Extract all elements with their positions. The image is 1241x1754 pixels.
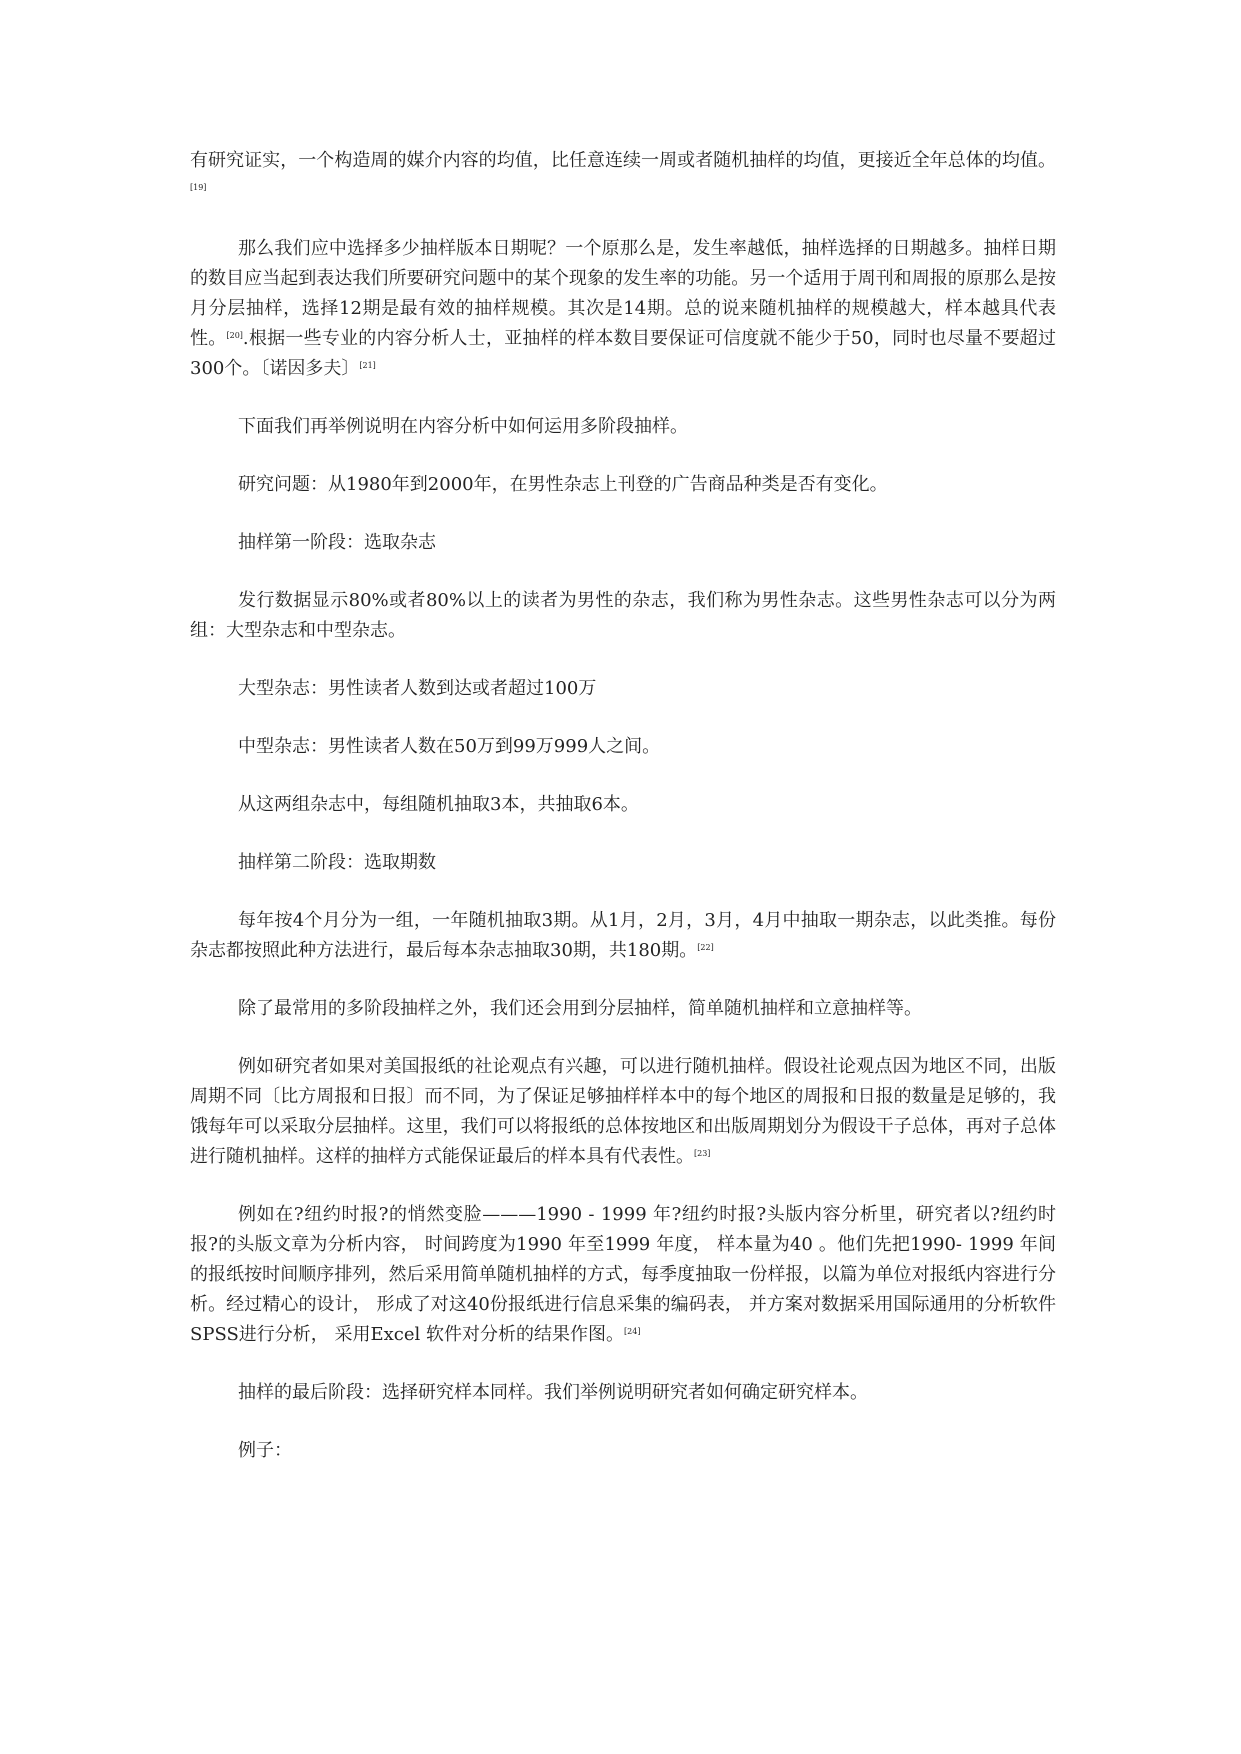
- paragraph: [190, 732, 1056, 762]
- paragraph: [190, 1052, 1056, 1172]
- citation-ref: [23]: [694, 1149, 711, 1158]
- paragraph-text: 抽样的最后阶段：选择研究样本同样。我们举例说明研究者如何确定研究样本。: [238, 1382, 868, 1403]
- citation-ref: [19]: [190, 183, 207, 192]
- paragraph: [190, 994, 1056, 1024]
- paragraph-text: 例如在?纽约时报?的悄然变脸———1990 - 1999 年?纽约时报?头版内容分析里，研究者以?纽约时报?的头版文章为分析内容， 时间跨度为1990 年至1999 年度， 样本量为40 。他们先把1990- 1999 年间的报纸按时间顺序排列，然后采用简单随机抽样的方式，每季度抽取一份样报，以篇为单位对报纸内容进行分析。经过精心的设计， 形成了对这40份报纸进行信息采集的编码表， 并方案对数据采用国际通用的分析软件SPSS进行分析， 采用Excel 软件对分析的结果作图。: [190, 1204, 1056, 1345]
- citation-ref: [21]: [359, 361, 376, 370]
- paragraph-text: 例子：: [238, 1440, 292, 1461]
- paragraph: [190, 790, 1056, 820]
- document-page: [190, 146, 1056, 1466]
- paragraph: [190, 674, 1056, 704]
- paragraph: [190, 1200, 1056, 1350]
- paragraph-text: .根据一些专业的内容分析人士，亚抽样的样本数目要保证可信度就不能少于50，同时也尽量不要超过300个。〔诺因多夫〕: [190, 328, 1057, 379]
- paragraph-text: 研究问题：从1980年到2000年，在男性杂志上刊登的广告商品种类是否有变化。: [238, 474, 888, 495]
- paragraph-text: 从这两组杂志中，每组随机抽取3本，共抽取6本。: [238, 794, 639, 815]
- citation-ref: [22]: [697, 943, 714, 952]
- paragraph: [190, 470, 1056, 500]
- paragraph-text: 每年按4个月分为一组，一年随机抽取3期。从1月，2月，3月，4月中抽取一期杂志，以此类推。每份杂志都按照此种方法进行，最后每本杂志抽取30期，共180期。: [190, 910, 1056, 961]
- paragraph: [190, 528, 1056, 558]
- paragraph: [190, 906, 1056, 966]
- paragraph-text: 例如研究者如果对美国报纸的社论观点有兴趣，可以进行随机抽样。假设社论观点因为地区不同，出版周期不同〔比方周报和日报〕而不同，为了保证足够抽样样本中的每个地区的周报和日报的数量是足够的，我饿每年可以采取分层抽样。这里，我们可以将报纸的总体按地区和出版周期划分为假设干子总体，再对子总体进行随机抽样。这样的抽样方式能保证最后的样本具有代表性。: [190, 1056, 1056, 1167]
- paragraph-text: 除了最常用的多阶段抽样之外，我们还会用到分层抽样，简单随机抽样和立意抽样等。: [238, 998, 922, 1019]
- paragraph: [190, 412, 1056, 442]
- paragraph-text: 发行数据显示80%或者80%以上的读者为男性的杂志，我们称为男性杂志。这些男性杂志可以分为两组：大型杂志和中型杂志。: [190, 590, 1056, 641]
- citation-ref: [20]: [226, 331, 243, 340]
- paragraph-text: 大型杂志：男性读者人数到达或者超过100万: [238, 678, 597, 699]
- paragraph: [190, 234, 1056, 384]
- paragraph: [190, 1378, 1056, 1408]
- paragraph-text: 那么我们应中选择多少抽样版本日期呢？一个原那么是，发生率越低，抽样选择的日期越多。抽样日期的数目应当起到表达我们所要研究问题中的某个现象的发生率的功能。另一个适用于周刊和周报的原那么是按月分层抽样，选择12期是最有效的抽样规模。其次是14期。总的说来随机抽样的规模越大，样本越具代表性。: [190, 238, 1056, 349]
- paragraph-text: 下面我们再举例说明在内容分析中如何运用多阶段抽样。: [238, 416, 688, 437]
- paragraph: [190, 848, 1056, 878]
- paragraph: [190, 1436, 1056, 1466]
- paragraph-text: 抽样第一阶段：选取杂志: [238, 532, 436, 553]
- paragraph-text: 抽样第二阶段：选取期数: [238, 852, 436, 873]
- paragraph-text: 有研究证实，一个构造周的媒介内容的均值，比任意连续一周或者随机抽样的均值，更接近全年总体的均值。: [190, 150, 1056, 171]
- paragraph: [190, 586, 1056, 646]
- paragraph-text: 中型杂志：男性读者人数在50万到99万999人之间。: [238, 736, 661, 757]
- paragraph: [190, 146, 1056, 206]
- citation-ref: [24]: [624, 1327, 641, 1336]
